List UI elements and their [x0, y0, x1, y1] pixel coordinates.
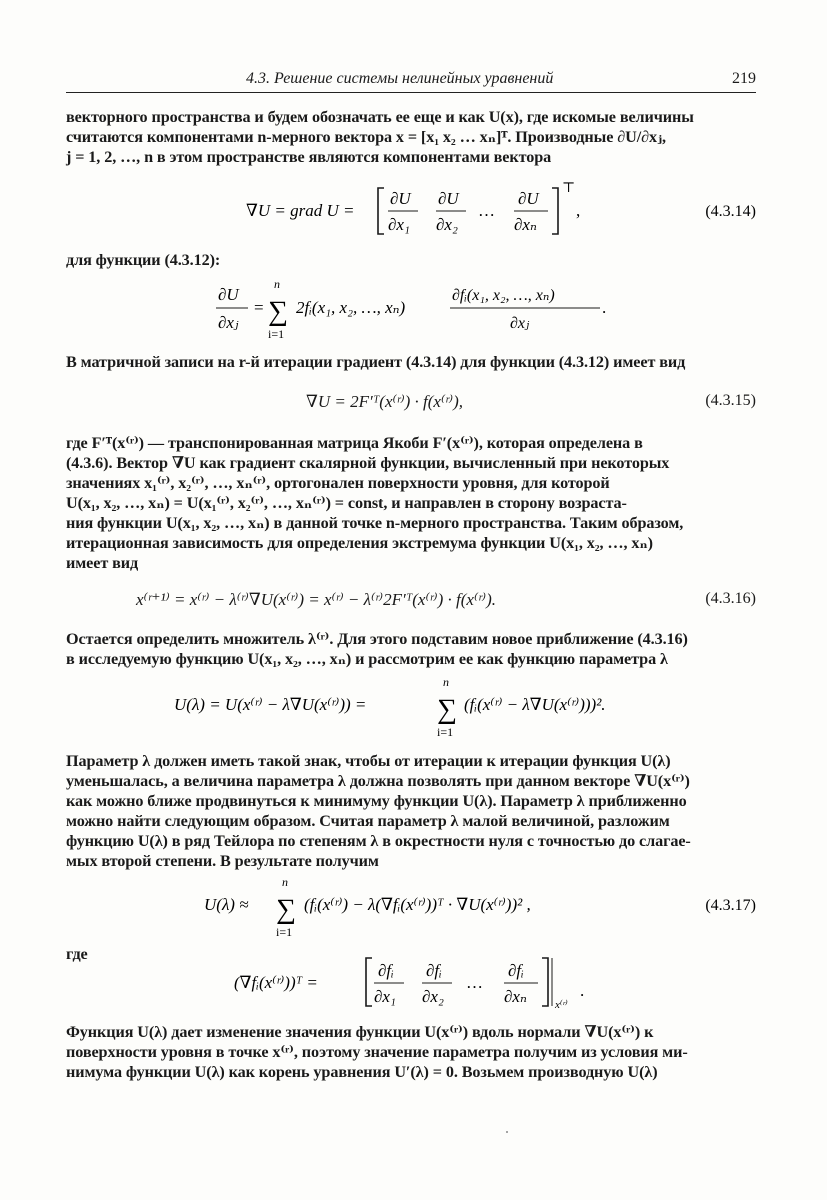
lhs-num: ∂U	[218, 285, 239, 304]
transpose-sup: ⊤	[562, 181, 576, 196]
text-line: ния функции U(x₁, x₂, …, xₙ) в данной точке n-мерного пространства. Таким образом,	[66, 514, 684, 532]
text-line: Остается определить множитель λ⁽ʳ⁾. Для этого подставим новое приближение (4.3.16)	[66, 630, 688, 648]
frac1-num: ∂fᵢ	[378, 961, 394, 980]
equation-4-3-15	[66, 392, 756, 416]
text-line: U(x₁, x₂, …, xₙ) = U(x₁⁽ʳ⁾, x₂⁽ʳ⁾, …, xₙ⁽ʳ⁾) = const, и направлен в сторону возраста-	[66, 494, 627, 512]
equation-4-3-14	[66, 180, 756, 240]
sum-sign: ∑	[276, 894, 296, 925]
paragraph-8	[66, 1022, 756, 1082]
equation-svg	[66, 676, 756, 742]
text-line: нимума функции U(λ) как корень уравнения U′(λ) = 0. Возьмем производную U(λ)	[66, 1063, 658, 1081]
equation-gradient-component	[66, 278, 756, 344]
frac-den: ∂xⱼ	[510, 315, 530, 332]
right-bracket	[552, 188, 558, 234]
equation-number: (4.3.14)	[705, 203, 756, 220]
text-line: где	[66, 945, 88, 963]
scan-speck	[506, 1131, 508, 1133]
text-line: можно найти следующим образом. Считая параметр λ малой величиной, разложим	[66, 812, 670, 830]
evaluation-subscript: x⁽ʳ⁾	[555, 999, 568, 1011]
text-line: Параметр λ должен иметь такой знак, чтобы от итерации к итерации функция U(λ)	[66, 752, 671, 770]
equation-number: (4.3.15)	[705, 392, 756, 409]
text-line: как можно ближе продвинуться к минимуму функции U(λ). Параметр λ приближенно	[66, 792, 687, 810]
equation-number: (4.3.16)	[705, 590, 756, 607]
sum-bottom: i=1	[268, 327, 285, 341]
sum-bottom: i=1	[276, 925, 293, 939]
frac2-den: ∂x₂	[436, 215, 458, 234]
equation-grad-f-transpose	[66, 952, 756, 1014]
fracn-den: ∂xₙ	[514, 215, 537, 234]
fracn-den: ∂xₙ	[504, 987, 527, 1006]
left-bracket	[366, 958, 372, 1006]
equation-number: (4.3.17)	[705, 897, 756, 914]
paragraph-2	[66, 250, 756, 270]
text-line: функцию U(λ) в ряд Тейлора по степеням λ в окрестности нуля с точностью до слагае-	[66, 832, 691, 850]
equation-body: x⁽ʳ⁺¹⁾ = x⁽ʳ⁾ − λ⁽ʳ⁾∇U(x⁽ʳ⁾) = x⁽ʳ⁾ − λ⁽ʳ⁾2F′ᵀ(x⁽ʳ⁾) · f(x⁽ʳ⁾).	[136, 590, 496, 609]
paragraph-5	[66, 629, 756, 669]
frac-num: ∂fᵢ(x₁, x₂, …, xₙ)	[452, 287, 555, 304]
equation-4-3-17	[66, 876, 756, 942]
eq-dots: …	[466, 973, 483, 992]
frac2-num: ∂U	[438, 189, 459, 208]
text-line: в исследуемую функцию U(x₁, x₂, …, xₙ) и рассмотрим ее как функцию параметра λ	[66, 650, 668, 668]
frac1-den: ∂x₁	[374, 987, 396, 1006]
left-bracket	[378, 188, 384, 234]
paragraph-4	[66, 433, 756, 573]
page-number: 219	[732, 70, 756, 87]
eq-sign: =	[254, 298, 264, 317]
sum-top: n	[282, 876, 288, 889]
sum-sign: ∑	[437, 694, 457, 725]
lhs-den: ∂xⱼ	[218, 313, 239, 332]
text-line: (4.3.6). Вектор ∇U как градиент скалярной функции, вычисленный при некоторых	[66, 454, 670, 472]
eq-tail: .	[580, 981, 585, 1000]
right-bracket	[542, 958, 548, 1006]
equation-u-lambda	[66, 676, 756, 742]
text-line: считаются компонентами n-мерного вектора x = [x₁ x₂ … xₙ]ᵀ. Производные ∂U/∂xⱼ,	[66, 128, 666, 146]
eq-lhs: (∇fᵢ(x⁽ʳ⁾))ᵀ =	[234, 973, 318, 992]
text-line: В матричной записи на r-й итерации градиент (4.3.14) для функции (4.3.12) имеет вид	[66, 353, 686, 371]
text-line: векторного пространства и будем обозначать ее еще и как U(x), где искомые величины	[66, 108, 694, 126]
term: (fᵢ(x⁽ʳ⁾ − λ∇U(x⁽ʳ⁾)))².	[464, 695, 606, 714]
sum-top: n	[274, 278, 280, 291]
text-line: для функции (4.3.12):	[66, 251, 221, 269]
eq-lhs: ∇U = grad U =	[246, 201, 355, 220]
text-line: j = 1, 2, …, n в этом пространстве являются компонентами вектора	[66, 148, 552, 166]
eq-lhs: U(λ) ≈	[204, 895, 249, 914]
sum-sign: ∑	[268, 296, 288, 327]
fracn-num: ∂U	[518, 189, 539, 208]
equation-svg	[66, 876, 756, 942]
section-title: 4.3. Решение системы нелинейных уравнений	[246, 70, 554, 87]
text-line: значениях x₁⁽ʳ⁾, x₂⁽ʳ⁾, …, xₙ⁽ʳ⁾, ортогонален поверхности уровня, для которой	[66, 474, 610, 492]
term: 2fᵢ(x₁, x₂, …, xₙ)	[296, 298, 406, 317]
term: (fᵢ(x⁽ʳ⁾) − λ(∇fᵢ(x⁽ʳ⁾))ᵀ · ∇U(x⁽ʳ⁾))² ,	[304, 895, 531, 914]
text-line: где F′ᵀ(x⁽ʳ⁾) — транспонированная матрица Якоби F′(x⁽ʳ⁾), которая определена в	[66, 434, 643, 452]
text-line: мых второй степени. В результате получим	[66, 852, 379, 870]
equation-body: ∇U = 2F′ᵀ(x⁽ʳ⁾) · f(x⁽ʳ⁾),	[306, 392, 464, 411]
equation-svg	[66, 180, 756, 240]
fracn-num: ∂fᵢ	[508, 961, 524, 980]
eq-tail: ,	[576, 201, 581, 220]
text-line: поверхности уровня в точке x⁽ʳ⁾, поэтому значение параметра получим из условия ми-	[66, 1043, 688, 1061]
equation-svg	[66, 952, 756, 1014]
frac2-num: ∂fᵢ	[426, 961, 442, 980]
equation-svg	[66, 278, 756, 344]
sum-top: n	[443, 676, 449, 689]
frac1-num: ∂U	[390, 189, 411, 208]
eq-dots: …	[478, 201, 495, 220]
frac1-den: ∂x₁	[388, 215, 410, 234]
paragraph-3	[66, 352, 756, 372]
sum-bottom: i=1	[437, 725, 454, 739]
text-line: имеет вид	[66, 554, 139, 572]
paragraph-1	[66, 107, 756, 167]
running-header	[66, 68, 756, 93]
text-line: итерационная зависимость для определения экстремума функции U(x₁, x₂, …, xₙ)	[66, 534, 653, 552]
text-line: уменьшалась, а величина параметра λ должна позволять при данном векторе ∇U(x⁽ʳ⁾)	[66, 772, 690, 790]
equation-4-3-16	[66, 590, 756, 614]
eq-tail: .	[602, 298, 607, 317]
frac2-den: ∂x₂	[422, 987, 444, 1006]
eq-lhs: U(λ) = U(x⁽ʳ⁾ − λ∇U(x⁽ʳ⁾)) =	[174, 695, 367, 714]
paragraph-6	[66, 751, 756, 871]
text-line: Функция U(λ) дает изменение значения функции U(x⁽ʳ⁾) вдоль нормали ∇U(x⁽ʳ⁾) к	[66, 1023, 654, 1041]
